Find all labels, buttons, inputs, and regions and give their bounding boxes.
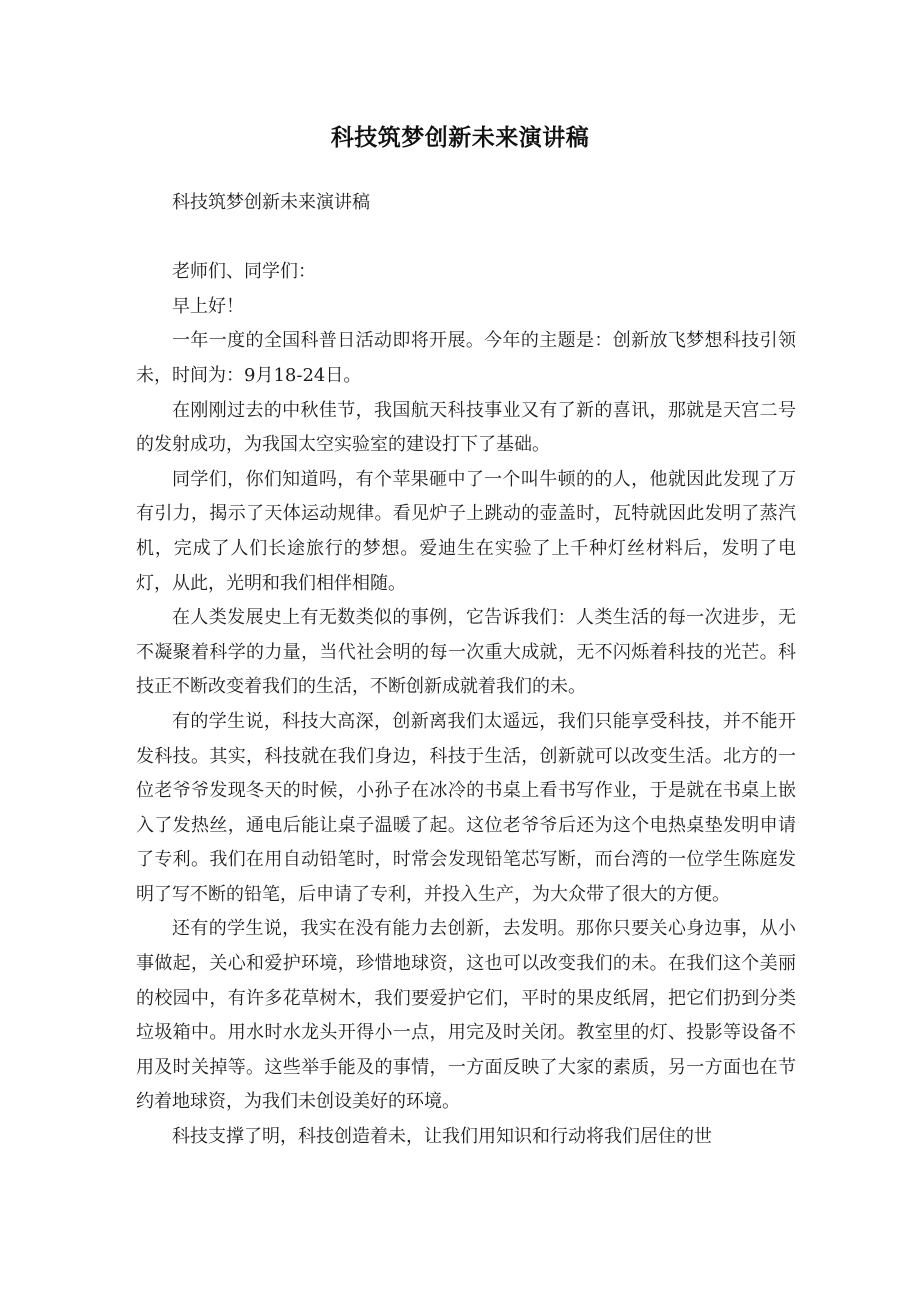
- body-paragraph: 在人类发展史上有无数类似的事例，它告诉我们：人类生活的每一次进步，无不凝聚着科学的力量，当代社会明的每一次重大成就，无不闪烁着科技的光芒。科技正不断改变着我们的生活，不断创新成就着我们的未。: [136, 607, 796, 698]
- body-paragraph-subtitle: 科技筑梦创新未来演讲稿: [172, 192, 370, 213]
- body-paragraph-salutation: 老师们、同学们：: [172, 261, 316, 283]
- body-paragraph: 一年一度的全国科普日活动即将开展。今年的主题是：创新放飞梦想科技引领未，时间为：9月18-24日。: [136, 330, 796, 386]
- body-paragraph: 在刚刚过去的中秋佳节，我国航天科技事业又有了新的喜讯，那就是天宫二号的发射成功，为我国太空实验室的建设打下了基础。: [136, 399, 796, 456]
- body-paragraph: 还有的学生说，我实在没有能力去创新，去发明。那你只要关心身边事，从小事做起，关心和爱护环境，珍惜地球资，这也可以改变我们的未。在我们这个美丽的校园中，有许多花草树木，我们要爱护它们，平时的果皮纸屑，把它们扔到分类垃圾箱中。用水时水龙头开得小一点，用完及时关闭。教室里的灯、投影等设备不用及时关掉等。这些举手能及的事情，一方面反映了大家的素质，另一方面也在节约着地球资，为我们未创设美好的环境。: [136, 918, 796, 1113]
- body-paragraph: 有的学生说，科技大高深，创新离我们太遥远，我们只能享受科技，并不能开发科技。其实，科技就在我们身边，科技于生活，创新就可以改变生活。北方的一位老爷爷发现冬天的时候，小孙子在冰冷的书桌上看书写作业，于是就在书桌上嵌入了发热丝，通电后能让桌子温暖了起。这位老爷爷后还为这个电热桌垫发明申请了专利。我们在用自动铅笔时，时常会发现铅笔芯写断，而台湾的一位学生陈庭发明了写不断的铅笔，后申请了专利，并投入生产，为大众带了很大的方便。: [136, 710, 796, 905]
- document-title: 科技筑梦创新未来演讲稿: [330, 125, 590, 151]
- body-paragraph: 科技支撑了明，科技创造着未，让我们用知识和行动将我们居住的世: [172, 1126, 712, 1148]
- body-paragraph-greeting: 早上好！: [172, 295, 244, 317]
- body-paragraph: 同学们，你们知道吗，有个苹果砸中了一个叫牛顿的的人，他就因此发现了万有引力，揭示了天体运动规律。看见炉子上跳动的壶盖时，瓦特就因此发明了蒸汽机，完成了人们长途旅行的梦想。爱迪生在实验了上千种灯丝材料后，发明了电灯，从此，光明和我们相伴相随。: [136, 468, 796, 594]
- document-body: [136, 186, 796, 1155]
